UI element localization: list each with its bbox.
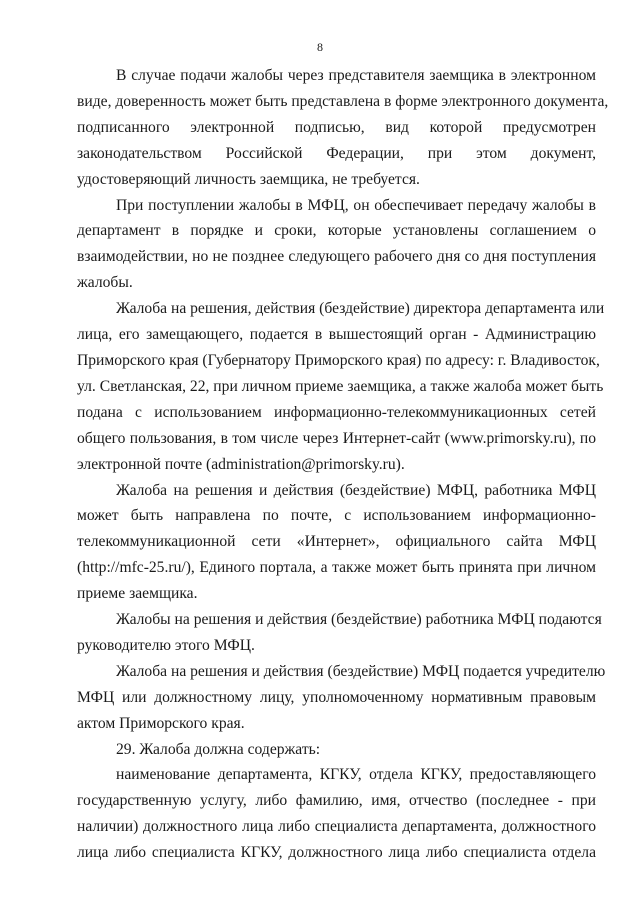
- text-line: приеме заемщика.: [77, 585, 198, 603]
- text-line: Жалоба на решения и действия (бездействие) МФЦ, работника МФЦ: [116, 481, 596, 499]
- text-line: МФЦ или должностному лицу, уполномоченному нормативным правовым: [77, 688, 596, 706]
- paragraph: [77, 659, 606, 737]
- text-line: взаимодействии, но не позднее следующего рабочего дня со дня поступления: [77, 248, 596, 266]
- paragraph: [77, 762, 596, 866]
- text-line: телекоммуникационной сети «Интернет», официального сайта МФЦ: [77, 533, 596, 551]
- text-line: электронной почте (administration@primorsky.ru).: [77, 455, 405, 473]
- text-line: наличии) должностного лица либо специалиста департамента, должностного: [77, 818, 596, 836]
- paragraph: [77, 478, 596, 608]
- text-line: актом Приморского края.: [77, 714, 245, 732]
- paragraph: [77, 737, 596, 763]
- paragraph: [77, 63, 609, 193]
- text-line: подана с использованием информационно-телекоммуникационных сетей: [77, 403, 596, 421]
- paragraph: [77, 193, 596, 297]
- text-line: (http://mfc-25.ru/), Единого портала, а также может быть принята при личном: [77, 559, 596, 577]
- text-line: удостоверяющий личность заемщика, не требуется.: [77, 170, 420, 188]
- text-line: лица, его замещающего, подается в вышестоящий орган - Администрацию: [77, 326, 596, 344]
- text-line: может быть направлена по почте, с использованием информационно-: [77, 507, 596, 525]
- text-line: 29. Жалоба должна содержать:: [116, 740, 321, 758]
- text-line: лица либо специалиста КГКУ, должностного лица либо специалиста отдела: [77, 844, 596, 862]
- text-line: наименование департамента, КГКУ, отдела КГКУ, предоставляющего: [116, 766, 596, 784]
- text-line: При поступлении жалобы в МФЦ, он обеспечивает передачу жалобы в: [116, 196, 596, 214]
- document-body: [77, 63, 609, 866]
- text-line: Жалоба на решения и действия (бездействие) МФЦ подается учредителю: [116, 662, 606, 680]
- text-line: общего пользования, в том числе через Интернет-сайт (www.primorsky.ru), по: [77, 429, 596, 447]
- text-line: Приморского края (Губернатору Приморского края) по адресу: г. Владивосток,: [77, 351, 600, 369]
- text-line: виде, доверенность может быть представлена в форме электронного документа,: [77, 92, 609, 110]
- paragraph: [77, 296, 605, 477]
- text-line: Жалоба на решения, действия (бездействие) директора департамента или: [116, 300, 605, 318]
- text-line: государственную услугу, либо фамилию, имя, отчество (последнее - при: [77, 792, 596, 810]
- text-line: В случае подачи жалобы через представителя заемщика в электронном: [116, 67, 596, 84]
- text-line: подписанного электронной подписью, вид которой предусмотрен: [77, 118, 596, 136]
- text-line: Жалобы на решения и действия (бездействие) работника МФЦ подаются: [116, 611, 602, 629]
- text-line: руководителю этого МФЦ.: [77, 636, 255, 654]
- text-line: департамент в порядке и сроки, которые установлены соглашением о: [77, 222, 596, 240]
- paragraph: [77, 607, 602, 659]
- text-line: законодательством Российской Федерации, при этом документ,: [77, 144, 596, 162]
- page-number: 8: [317, 40, 323, 54]
- text-line: жалобы.: [77, 274, 133, 292]
- text-line: ул. Светланская, 22, при личном приеме заемщика, а также жалоба может быть: [77, 377, 604, 395]
